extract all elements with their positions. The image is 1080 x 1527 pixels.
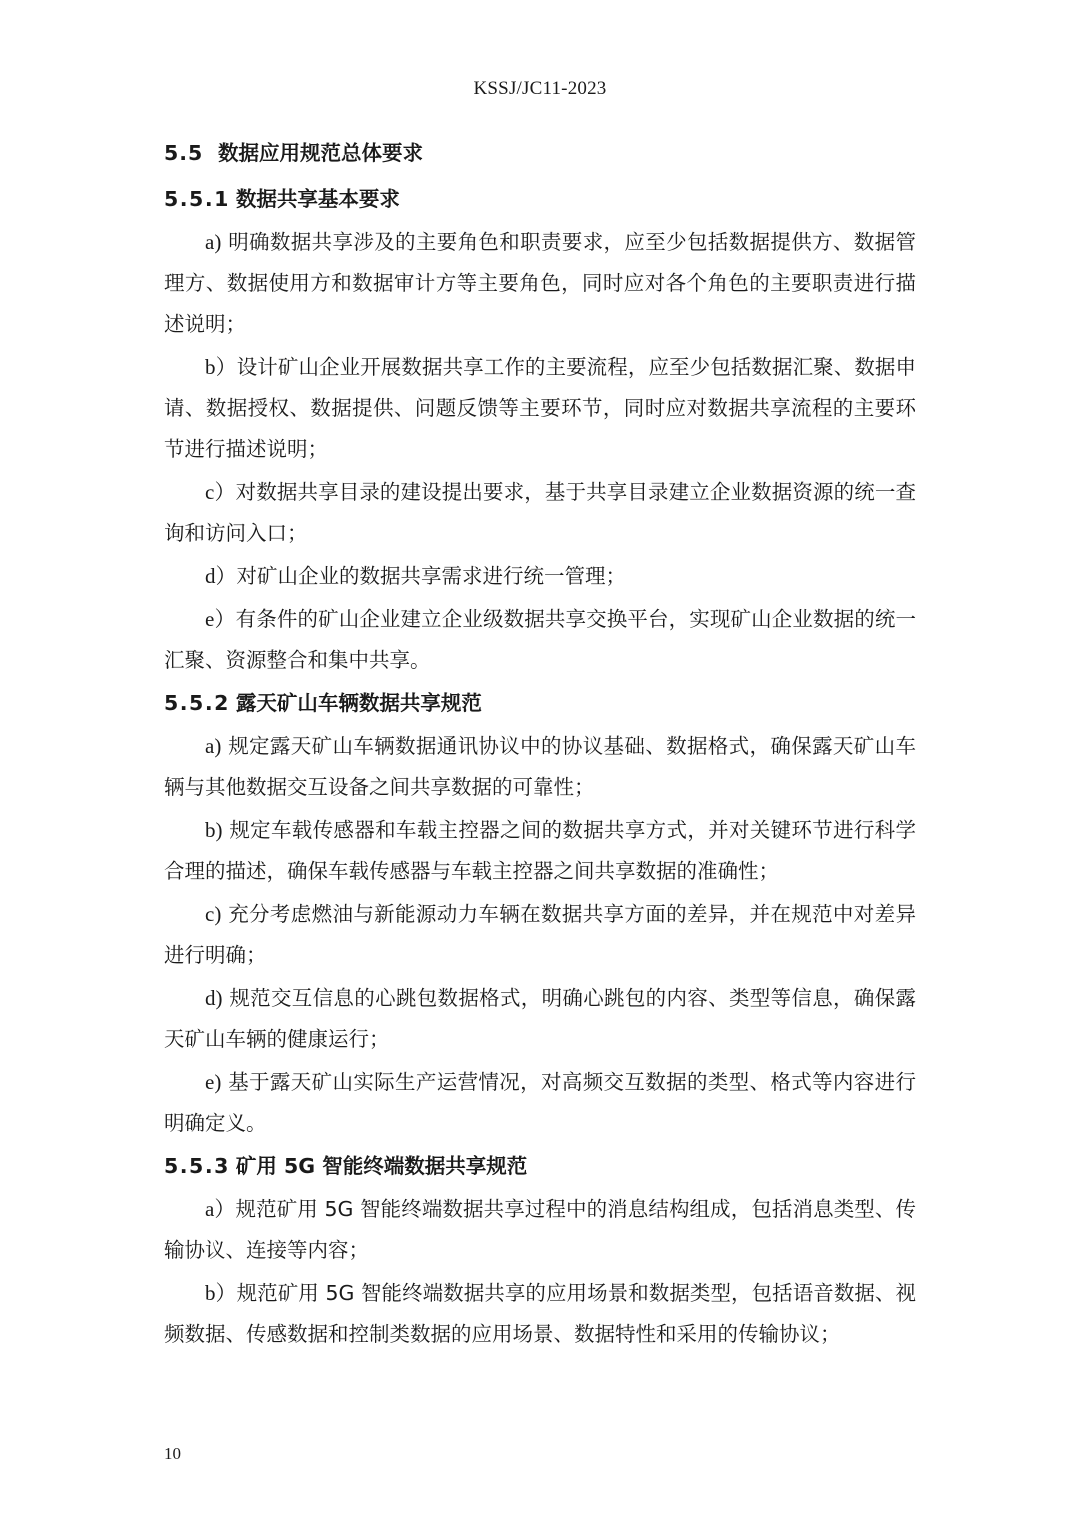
list-item [164, 222, 916, 345]
item-marker: d) [205, 986, 223, 1010]
list-item [164, 347, 916, 470]
item-text: 规范交互信息的心跳包数据格式，明确心跳包的内容、类型等信息，确保露天矿山车辆的健康运行； [164, 986, 916, 1051]
subsection-heading-5-5-3 [164, 1146, 916, 1187]
item-marker: a) [205, 230, 222, 254]
subsection-title: 矿用 5G 智能终端数据共享规范 [235, 1154, 528, 1178]
section-heading [164, 133, 916, 178]
item-text: 规范矿用 5G 智能终端数据共享的应用场景和数据类型，包括语音数据、视频数据、传感数据和控制类数据的应用场景、数据特性和采用的传输协议； [164, 1281, 916, 1346]
document-body [164, 133, 916, 1357]
item-marker: c) [205, 902, 222, 926]
item-marker: a) [205, 734, 222, 758]
list-item [164, 472, 916, 554]
subsection-number: 5.5.2 [164, 691, 230, 715]
subsection-title: 露天矿山车辆数据共享规范 [235, 691, 482, 715]
item-text: 充分考虑燃油与新能源动力车辆在数据共享方面的差异，并在规范中对差异进行明确； [164, 902, 916, 967]
item-marker: b) [205, 818, 223, 842]
item-text: 对矿山企业的数据共享需求进行统一管理； [236, 564, 626, 588]
item-text: 规范矿用 5G 智能终端数据共享过程中的消息结构组成，包括消息类型、传输协议、连接等内容； [164, 1197, 916, 1262]
list-item [164, 1062, 916, 1144]
list-item [164, 599, 916, 681]
list-item [164, 978, 916, 1060]
list-item [164, 726, 916, 808]
subsection-number: 5.5.1 [164, 187, 230, 211]
item-text: 明确数据共享涉及的主要角色和职责要求，应至少包括数据提供方、数据管理方、数据使用方和数据审计方等主要角色，同时应对各个角色的主要职责进行描述说明； [164, 230, 916, 336]
item-marker: c） [205, 480, 236, 504]
item-marker: a） [205, 1197, 236, 1221]
subsection-heading-5-5-2 [164, 683, 916, 724]
page-number: 10 [164, 1444, 181, 1463]
section-number: 5.5 [164, 141, 204, 165]
list-item [164, 556, 916, 597]
list-item [164, 1273, 916, 1355]
subsection-number: 5.5.3 [164, 1154, 230, 1178]
item-marker: b） [205, 355, 237, 379]
item-marker: e) [205, 1070, 222, 1094]
item-text: 基于露天矿山实际生产运营情况，对高频交互数据的类型、格式等内容进行明确定义。 [164, 1070, 916, 1135]
item-text: 设计矿山企业开展数据共享工作的主要流程，应至少包括数据汇聚、数据申请、数据授权、数据提供、问题反馈等主要环节，同时应对数据共享流程的主要环节进行描述说明； [164, 355, 917, 461]
subsection-heading-5-5-1 [164, 179, 916, 220]
section-title: 数据应用规范总体要求 [218, 141, 423, 165]
document-code-header: KSSJ/JC11-2023 [473, 78, 607, 99]
item-text: 对数据共享目录的建设提出要求，基于共享目录建立企业数据资源的统一查询和访问入口； [164, 480, 917, 545]
subsection-title: 数据共享基本要求 [235, 187, 400, 211]
item-marker: e） [205, 607, 236, 631]
list-item [164, 810, 916, 892]
item-text: 规定露天矿山车辆数据通讯协议中的协议基础、数据格式，确保露天矿山车辆与其他数据交互设备之间共享数据的可靠性； [164, 734, 916, 799]
item-marker: d） [205, 564, 237, 588]
list-item [164, 1189, 916, 1271]
item-marker: b） [205, 1281, 237, 1305]
list-item [164, 894, 916, 976]
item-text: 规定车载传感器和车载主控器之间的数据共享方式，并对关键环节进行科学合理的描述，确保车载传感器与车载主控器之间共享数据的准确性； [164, 818, 916, 883]
item-text: 有条件的矿山企业建立企业级数据共享交换平台，实现矿山企业数据的统一汇聚、资源整合和集中共享。 [164, 607, 917, 672]
